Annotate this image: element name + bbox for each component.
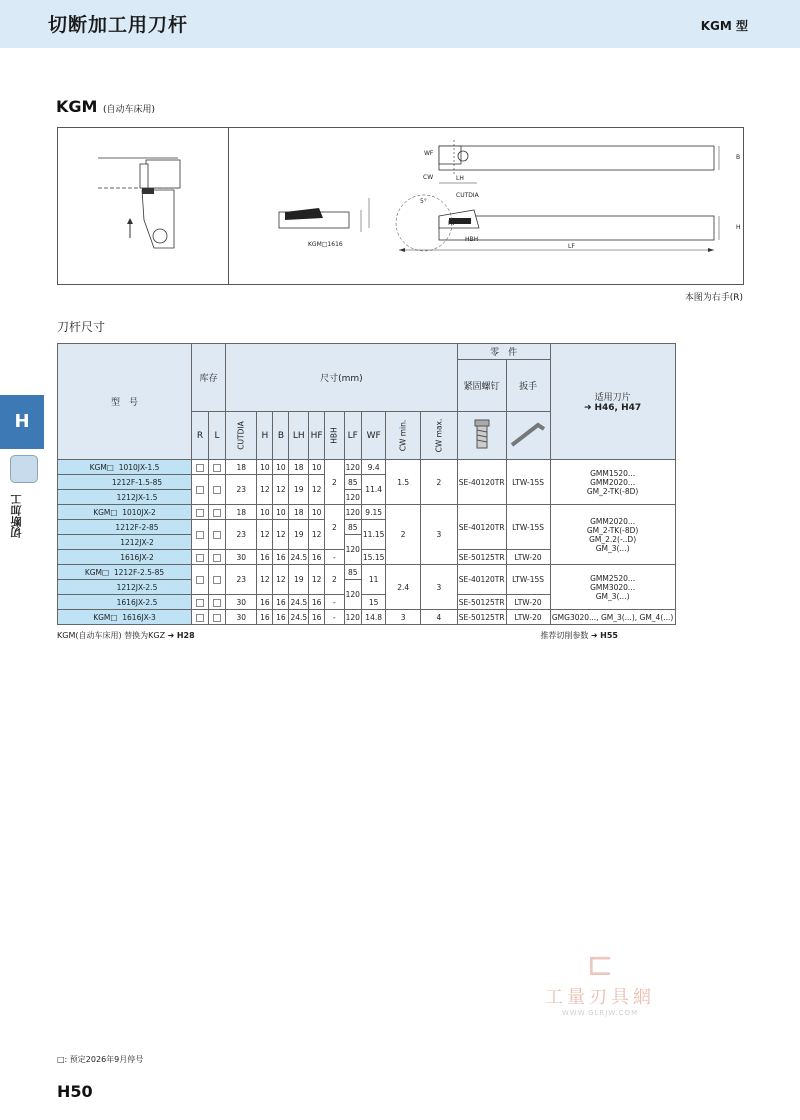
tool-diagram xyxy=(57,127,744,285)
insert-group-1: GMM1520... GMM2020... GM_2-TK(-8D) xyxy=(550,460,675,505)
model-cell: KGM□ 1616JX-3 xyxy=(58,610,192,625)
header-cwmax: CW max. xyxy=(420,412,457,460)
model-label: KGM□1616 xyxy=(308,241,343,248)
dim-label-hf: HF xyxy=(448,220,456,227)
header-hf: HF xyxy=(309,412,325,460)
spec-table: 型 号 库存 尺寸(mm) 零 件 适用刀片 ➜ H46, H47 紧固螺钉 扳手 R L CUTDIA H B LH HF HBH LF WF CW min. CW max. KGM□ 1010JX-1.5 18 10 10 18 10 2 120 9.4 1.5 2 SE-40120TR LTW-15S GMM1520... GMM2020... GM_2-TK(-8D) 1212F-1.5-85 23 12 12 19 12 85 11.4 1212JX-1.5 120 KGM□ 1010JX-2 18 10 10 18 10 2 120 9.15 2 3 SE-40120TR LTW-15S GMM2020... GM_2-TK(-8D) GM_2.2(-..D) GM_3(...) 1212F-2-85 23 12 12 19 12 85 11.15 1212JX-2 120 1616JX-2 30 16 16 24.5 16 - 15.15 SE-50125TR LTW-20 KGM□ 1212F-2.5-85 23 12 12 19 12 2 85 11 2.4 3 SE-40120TR LTW-15S GMM2520... GMM3020... GM_3(...) 1212JX-2.5 120 1616JX-2.5 30 16 16 24.5 16 - 15 SE-50125TR LTW-20 KGM□ 1616JX-3 30 16 16 24.5 16 - 120 14.8 3 4 SE-50125TR LTW-20 GMG3020..., GM_3(...), GM_4(...) xyxy=(57,343,676,625)
section-title xyxy=(56,97,155,116)
header-title: 切断加工用刀杆 xyxy=(48,14,189,36)
section-tab[interactable]: H xyxy=(0,395,44,449)
header-hbh: HBH xyxy=(325,412,344,460)
insert-group-3: GMM2520... GMM3020... GM_3(...) xyxy=(550,565,675,610)
model-cell: KGM□ 1010JX-1.5 xyxy=(58,460,192,475)
dim-label-wf: WF xyxy=(424,150,434,157)
dim-label-h: H xyxy=(736,224,741,231)
model-cell: KGM□ 1010JX-2 xyxy=(58,505,192,520)
dim-label-hbh: HBH xyxy=(465,236,479,243)
page-number: H50 xyxy=(57,1082,93,1101)
header-inserts xyxy=(550,344,675,460)
header-lf: LF xyxy=(344,412,361,460)
dim-label-lf: LF xyxy=(568,243,575,250)
header-inserts-label: 适用刀片 xyxy=(594,393,631,403)
model-cell: 1616JX-2 xyxy=(58,550,192,565)
model-cell: 1212F-1.5-85 xyxy=(58,475,192,490)
dim-label-angle: 5° xyxy=(420,198,427,205)
section-title-text: KGM xyxy=(56,97,98,116)
stock-l xyxy=(209,460,226,475)
wrench-icon xyxy=(508,419,548,449)
front-view-drawing xyxy=(58,128,228,284)
model-cell: 1212JX-2 xyxy=(58,535,192,550)
header-model: 型 号 xyxy=(58,344,192,460)
watermark-logo-icon: ⊏ xyxy=(586,945,614,983)
wrench-icon-cell xyxy=(506,412,550,460)
side-view-drawing xyxy=(229,128,744,284)
section-subtitle: (自动车床用) xyxy=(103,105,156,115)
legend-note: □: 预定2026年9月停号 xyxy=(57,1055,144,1064)
header-inserts-ref: ➜ H46, H47 xyxy=(584,403,642,413)
header-wf: WF xyxy=(361,412,385,460)
header-type-label: KGM 型 xyxy=(700,19,748,33)
page-header xyxy=(0,0,800,48)
header-stock: 库存 xyxy=(192,344,226,412)
header-dims: 尺寸(mm) xyxy=(226,344,458,412)
model-cell: KGM□ 1212F-2.5-85 xyxy=(58,565,192,580)
cutoff-tool-icon xyxy=(10,455,38,483)
ref-arrow-icon: ➜ xyxy=(584,403,592,413)
footer-right-note[interactable]: 推荐切削参数 ➜ H55 xyxy=(540,631,618,640)
header-lh: LH xyxy=(289,412,309,460)
header-parts: 零 件 xyxy=(457,344,550,360)
header-h: H xyxy=(257,412,273,460)
dim-label-b: B xyxy=(736,154,741,161)
header-screw: 紧固螺钉 xyxy=(457,360,506,412)
diagram-note: 本图为右手(R) xyxy=(684,293,743,303)
dim-label-cw: CW xyxy=(423,174,434,181)
stock-r xyxy=(192,460,209,475)
dim-label-lh: LH xyxy=(456,175,464,182)
model-cell: 1212JX-2.5 xyxy=(58,580,192,595)
watermark-url: WWW.GLRJW.COM xyxy=(561,1009,639,1017)
header-cutdia: CUTDIA xyxy=(226,412,257,460)
insert-group-2: GMM2020... GM_2-TK(-8D) GM_2.2(-..D) GM_3(...) xyxy=(550,505,675,565)
screw-icon xyxy=(471,418,493,450)
ref-arrow-icon: ➜ xyxy=(167,631,175,640)
screw-icon-cell xyxy=(457,412,506,460)
header-b: B xyxy=(273,412,289,460)
ref-arrow-icon: ➜ xyxy=(590,631,598,640)
table-title: 刀杆尺寸 xyxy=(57,320,106,334)
side-label: 切断加工 xyxy=(10,494,23,538)
model-cell: 1212F-2-85 xyxy=(58,520,192,535)
header-l: L xyxy=(209,412,226,460)
header-cwmin: CW min. xyxy=(386,412,421,460)
header-wrench: 扳手 xyxy=(506,360,550,412)
dim-label-cutdia: CUTDIA xyxy=(456,192,479,199)
model-cell: 1616JX-2.5 xyxy=(58,595,192,610)
watermark xyxy=(535,945,665,1017)
watermark-text: 工量刃具網 xyxy=(545,987,655,1008)
footer-left-note: KGM(自动车床用) 替换为KGZ ➜ H28 xyxy=(57,631,195,640)
header-r: R xyxy=(192,412,209,460)
model-cell: 1212JX-1.5 xyxy=(58,490,192,505)
